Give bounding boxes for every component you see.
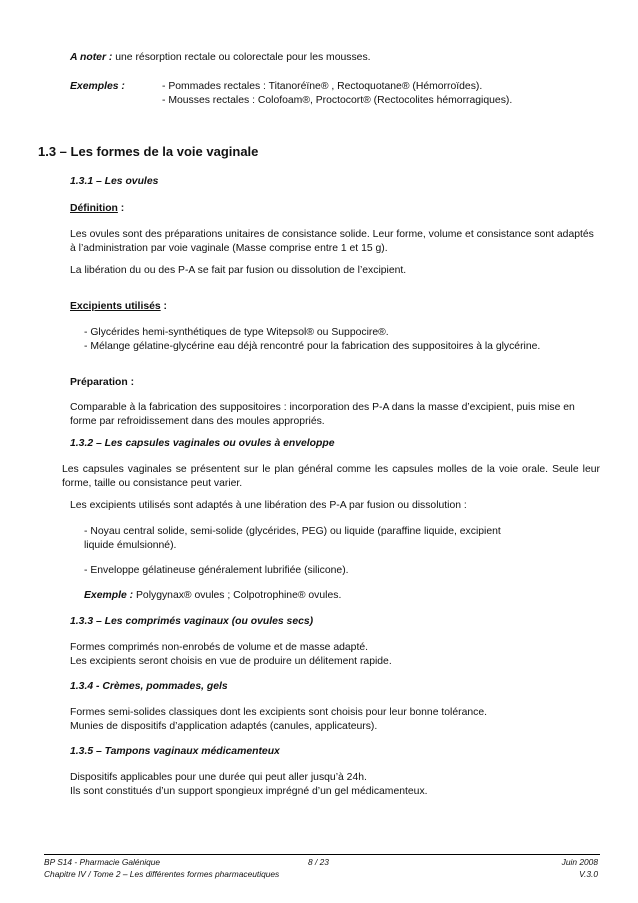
paragraph-line: Ils sont constitués d’un support spongieux imprégné d’un gel médicamenteux. (70, 786, 428, 797)
section-title: 1.3 – Les formes de la voie vaginale (38, 144, 259, 159)
page-number: 8 / 23 (308, 857, 329, 867)
liberation-text: La libération du ou des P-A se fait par fusion ou dissolution de l’excipient. (70, 265, 407, 276)
subsection-title: 1.3.5 – Tampons vaginaux médicamenteux (70, 746, 280, 757)
definition-text: Les ovules sont des préparations unitaires de consistance solide. Leur forme, volume et consistance sont adaptés à l’administration par voie vaginale (Masse comprise entre 1 et 15 g). (70, 229, 594, 254)
capsules-example (84, 589, 341, 603)
definition-heading (70, 202, 124, 216)
footer-left-2: Chapitre IV / Tome 2 – Les différentes formes pharmaceutiques (44, 869, 280, 879)
example-item: - Pommades rectales : Titanoréïne® , Rectoquotane® (Hémorroïdes). (162, 81, 483, 92)
list-item: - Mélange gélatine-glycérine eau déjà rencontré pour la fabrication des suppositoires à la glycérine. (84, 341, 541, 352)
list-item: - Noyau central solide, semi-solide (glycérides, PEG) ou liquide (paraffine liquide, excipient liquide émulsionné). (84, 526, 501, 551)
footer-divider (44, 854, 600, 855)
excipients-label: Excipients utilisés (70, 301, 161, 312)
note-text: une résorption rectale ou colorectale pour les mousses. (115, 52, 371, 63)
definition-colon: : (117, 203, 125, 214)
preparation-label: Préparation : (70, 377, 135, 388)
list-item: - Enveloppe gélatineuse généralement lubrifiée (silicone). (84, 565, 349, 576)
capsules-excipients-text: Les excipients utilisés sont adaptés à une libération des P-A par fusion ou dissolution : (70, 500, 467, 511)
excipients-heading (70, 300, 167, 314)
paragraph-line: Munies de dispositifs d’application adaptés (canules, applicateurs). (70, 721, 378, 732)
footer-right-1: Juin 2008 (561, 857, 598, 867)
paragraph-line: Formes comprimés non-enrobés de volume et de masse adapté. (70, 642, 369, 653)
definition-label: Définition (70, 203, 118, 214)
examples-label: Exemples : (70, 81, 125, 92)
example-text: Polygynax® ovules ; Colpotrophine® ovules. (135, 590, 342, 601)
list-item: - Glycérides hemi-synthétiques de type Witepsol® ou Suppocire®. (84, 327, 389, 338)
note-label: A noter : (70, 52, 113, 63)
subsection-title: 1.3.3 – Les comprimés vaginaux (ou ovules secs) (70, 616, 314, 627)
paragraph-line: Les excipients seront choisis en vue de produire un délitement rapide. (70, 656, 392, 667)
footer-right-2: V.3.0 (579, 869, 598, 879)
paragraph-line: Dispositifs applicables pour une durée qui peut aller jusqu’à 24h. (70, 772, 367, 783)
subsection-title: 1.3.2 – Les capsules vaginales ou ovules à enveloppe (70, 438, 335, 449)
excipients-colon: : (160, 301, 168, 312)
example-item: - Mousses rectales : Colofoam®, Proctocort® (Rectocolites hémorragiques). (162, 95, 513, 106)
capsules-intro-text: Les capsules vaginales se présentent sur le plan général comme les capsules molles de la voie orale. Seule leur forme, taille ou consistance peut varier. (62, 464, 600, 489)
paragraph-line: Formes semi-solides classiques dont les excipients sont choisis pour leur bonne tolérance. (70, 707, 487, 718)
note-line (70, 51, 371, 65)
example-label: Exemple : (84, 590, 134, 601)
subsection-title: 1.3.1 – Les ovules (70, 176, 159, 187)
footer-left-1: BP S14 - Pharmacie Galénique (44, 857, 161, 867)
subsection-title: 1.3.4 - Crèmes, pommades, gels (70, 681, 228, 692)
preparation-text: Comparable à la fabrication des suppositoires : incorporation des P-A dans la masse d’excipient, puis mise en forme par refroidissement dans des moules appropriés. (70, 402, 575, 427)
